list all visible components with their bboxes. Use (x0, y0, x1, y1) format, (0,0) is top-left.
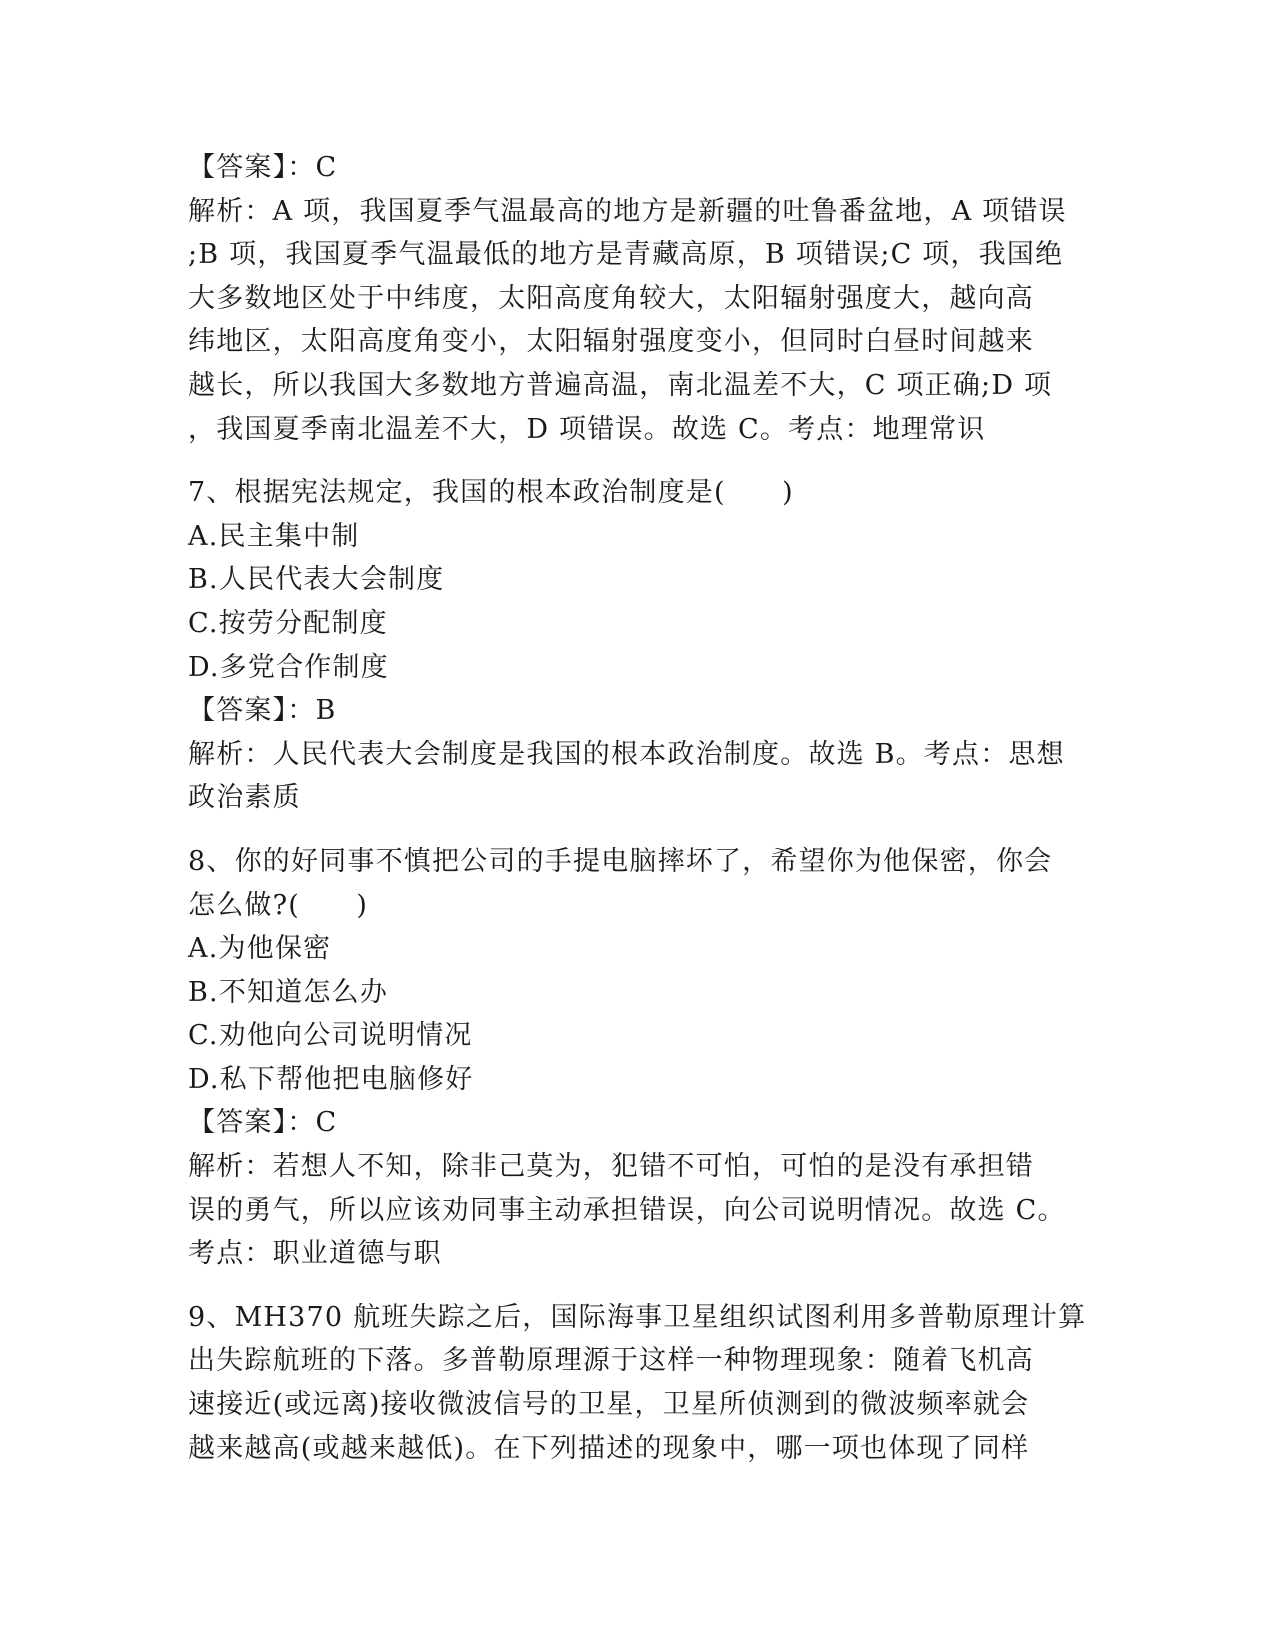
q6-explanation-line: ，我国夏季南北温差不大，D 项错误。故选 C。考点：地理常识 (188, 413, 986, 445)
q7-explanation-line: 政治素质 (188, 782, 301, 814)
q6-explanation-line: ;B 项，我国夏季气温最低的地方是青藏高原，B 项错误;C 项，我国绝 (188, 239, 1064, 271)
q6-explanation-line: 大多数地区处于中纬度，太阳高度角较大，太阳辐射强度大，越向高 (188, 282, 1034, 314)
q7-explanation-line: 解析：人民代表大会制度是我国的根本政治制度。故选 B。考点：思想 (188, 738, 1065, 770)
q7-option-b: B.人民代表大会制度 (188, 564, 445, 596)
q8-explanation-line: 考点：职业道德与职 (188, 1238, 442, 1270)
q9-question-line: 出失踪航班的下落。多普勒原理源于这样一种物理现象：随着飞机高 (188, 1345, 1034, 1377)
q7-answer: 【答案】：B (188, 695, 337, 727)
q8-option-c: C.劝他向公司说明情况 (188, 1020, 473, 1052)
paragraph-gap (188, 1276, 1088, 1296)
q6-explanation-line: 越长，所以我国大多数地方普遍高温，南北温差不大，C 项正确;D 项 (188, 369, 1053, 401)
paragraph-gap (188, 820, 1088, 840)
q8-option-b: B.不知道怎么办 (188, 976, 389, 1008)
q9-question-line: 越来越高(或越来越低)。在下列描述的现象中，哪一项也体现了同样 (188, 1432, 1030, 1464)
document-page (188, 146, 1088, 1470)
q8-question-line: 怎么做?( ) (188, 889, 369, 921)
q6-explanation-line: 解析：A 项，我国夏季气温最高的地方是新疆的吐鲁番盆地，A 项错误 (188, 195, 1067, 227)
q8-explanation-line: 解析：若想人不知，除非己莫为，犯错不可怕，可怕的是没有承担错 (188, 1151, 1034, 1183)
q7-question: 7、根据宪法规定，我国的根本政治制度是( ) (188, 477, 794, 509)
q7-option-a: A.民主集中制 (188, 520, 360, 552)
q8-question-line: 8、你的好同事不慎把公司的手提电脑摔坏了，希望你为他保密，你会 (188, 845, 1053, 877)
q8-option-d: D.私下帮他把电脑修好 (188, 1063, 474, 1095)
q8-explanation-line: 误的勇气，所以应该劝同事主动承担错误，向公司说明情况。故选 C。 (188, 1194, 1066, 1226)
q7-option-d: D.多党合作制度 (188, 651, 389, 683)
q8-option-a: A.为他保密 (188, 933, 332, 965)
q9-question-line: 速接近(或远离)接收微波信号的卫星，卫星所侦测到的微波频率就会 (188, 1389, 1030, 1421)
q6-explanation-line: 纬地区，太阳高度角变小，太阳辐射强度变小，但同时白昼时间越来 (188, 326, 1034, 358)
q8-answer: 【答案】：C (188, 1107, 338, 1139)
paragraph-gap (188, 451, 1088, 471)
q7-option-c: C.按劳分配制度 (188, 607, 388, 639)
q9-question-line: 9、MH370 航班失踪之后，国际海事卫星组织试图利用多普勒原理计算 (188, 1301, 1087, 1333)
q6-answer: 【答案】：C (188, 152, 338, 183)
